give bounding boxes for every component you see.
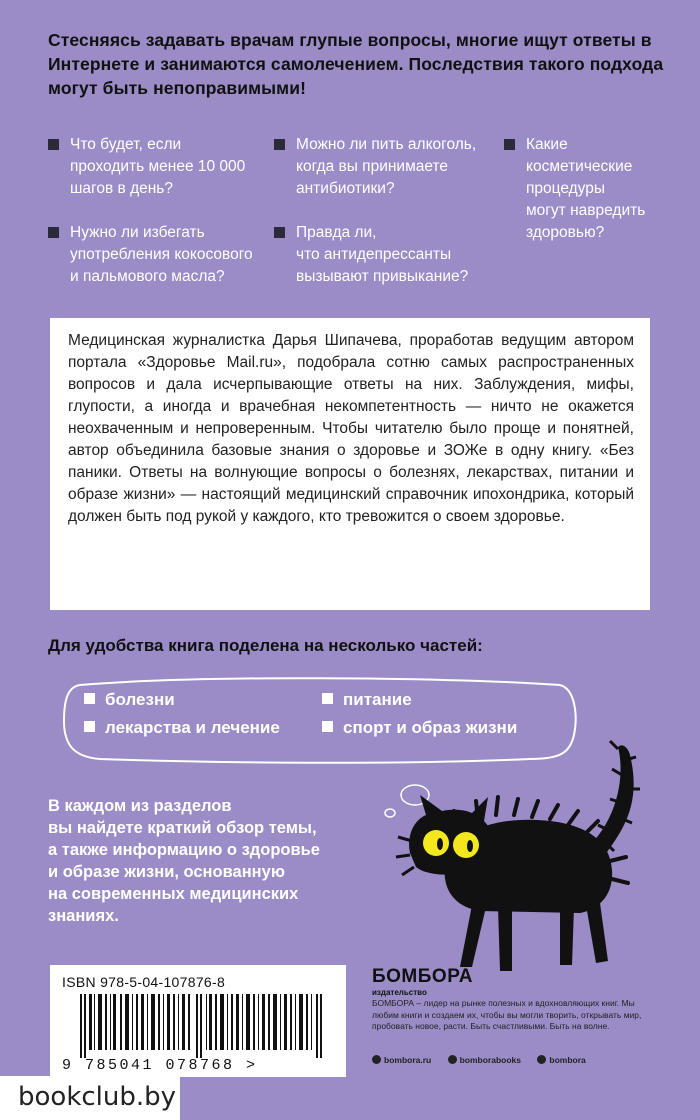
vk-icon xyxy=(448,1055,457,1064)
black-cat-illustration xyxy=(360,735,660,975)
part-item: питание xyxy=(322,690,412,710)
question-5: Правда ли, что антидепрессанты вызывают привыкание? xyxy=(296,222,468,288)
parts-title: Для удобства книга поделена на несколько частей: xyxy=(48,636,483,655)
barcode-number: 9 785041 078768 > xyxy=(62,1057,258,1074)
publisher-logo: БОМБОРА xyxy=(372,966,473,987)
social-link[interactable]: bombora xyxy=(537,1055,585,1065)
square-bullet-icon xyxy=(274,227,285,238)
square-bullet-icon xyxy=(84,693,95,704)
description-text: Медицинская журналистка Дарья Шипачева, проработав ведущим автором портала «Здоровье Mail.ru», подобрала сотню самых распространенных вопросов и дала исчерпывающие ответы на них. Заблуждения, мифы, глупости, а иногда и врачебная некомпетентность — ничто не окажется неохваченным и непроверенным. Чтобы читателю было проще и понятней, автор объединила базовые знания о здоровье и ЗОЖе в одну книгу. «Без паники. Ответы на волнующие вопросы о болезнях, лекарствах, питании и образе жизни» — настоящий медицинский справочник ипохондрика, который должен быть под рукой у каждого, кто тревожится о своем здоровье. xyxy=(68,332,634,525)
social-link[interactable]: bombora.ru xyxy=(372,1055,431,1065)
question-2: Можно ли пить алкоголь, когда вы принимаете антибиотики? xyxy=(296,134,476,200)
publisher-socials xyxy=(372,1055,600,1065)
facebook-icon xyxy=(537,1055,546,1064)
sections-text: В каждом из разделов вы найдете краткий обзор темы, а также информацию о здоровье и образе жизни, основанную на современных медицинских знаниях. xyxy=(48,797,320,925)
instagram-icon xyxy=(372,1055,381,1064)
square-bullet-icon xyxy=(322,693,333,704)
headline: Стесняясь задавать врачам глупые вопросы, многие ищут ответы в Интернете и занимаются самолечением. Последствия такого подхода могут быть непоправимыми! xyxy=(48,30,664,98)
publisher-description: БОМБОРА – лидер на рынке полезных и вдохновляющих книг. Мы любим книги и создаем их, чтобы вы могли творить, открывать мир, пробовать новое, расти. Быть счастливыми. Быть на волне. xyxy=(372,998,642,1031)
square-bullet-icon xyxy=(504,139,515,150)
part-item: болезни xyxy=(84,690,175,710)
barcode xyxy=(80,994,324,1058)
publisher-subtitle: издательство xyxy=(372,988,427,997)
question-1: Что будет, если проходить менее 10 000 шагов в день? xyxy=(70,134,245,200)
part-item: спорт и образ жизни xyxy=(322,718,517,738)
isbn: ISBN 978-5-04-107876-8 xyxy=(62,974,226,990)
square-bullet-icon xyxy=(274,139,285,150)
square-bullet-icon xyxy=(84,721,95,732)
square-bullet-icon xyxy=(322,721,333,732)
square-bullet-icon xyxy=(48,227,59,238)
watermark: bookclub.by xyxy=(0,1076,180,1120)
question-3: Какие косметические процедуры могут навредить здоровью? xyxy=(526,134,645,244)
social-link[interactable]: bomborabooks xyxy=(448,1055,521,1065)
part-item: лекарства и лечение xyxy=(84,718,280,738)
question-4: Нужно ли избегать употребления кокосового и пальмового масла? xyxy=(70,222,253,288)
square-bullet-icon xyxy=(48,139,59,150)
